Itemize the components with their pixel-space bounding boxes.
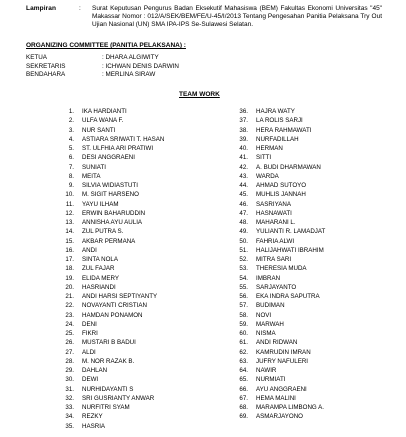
team-member-item [232,329,325,338]
member-number: 3. [68,126,74,134]
team-member-item [58,375,164,384]
member-name: ZUL FAJAR [82,265,115,273]
member-name: NURFITRI SYAM [82,404,130,411]
member-number: 26. [65,339,74,347]
team-member-item [58,246,164,255]
member-number: 34. [65,413,74,421]
member-name: ULFA WANA F. [82,117,124,125]
member-name: IMBRAN [256,274,281,282]
member-name: ANDI [82,246,97,254]
team-member-item [58,264,164,273]
member-name: MITRA SARI [256,256,292,263]
team-member-item [58,153,164,162]
member-number: 25. [65,330,74,337]
member-number: 27. [65,348,74,356]
member-number: 37. [239,117,248,125]
member-number: 63. [239,357,248,365]
member-name: ASMARJAYONO [256,413,303,421]
member-number: 36. [239,108,248,115]
member-name: HEMA MALINI [256,394,296,402]
member-name: THERESIA MUDA [256,265,307,273]
team-member-item [232,163,325,172]
team-member-item [58,163,164,172]
member-number: 10. [65,191,74,199]
member-name: MEITA [82,172,101,180]
member-number: 44. [239,182,248,189]
team-member-item [232,144,325,153]
officer-role: KETUA [26,54,47,61]
member-number: 5. [68,145,74,152]
member-name: KAMRUDIN IMRAN [256,348,311,356]
member-number: 2. [68,117,74,125]
member-number: 42. [239,163,248,171]
team-member-item [58,320,164,329]
team-member-item [58,385,164,394]
team-member-item [58,329,164,338]
team-member-item [58,274,164,283]
lampiran-label: Lampiran [26,5,57,12]
officer-row-sekretaris [26,63,179,71]
team-member-item [58,107,164,116]
member-name: YAYU ILHAM [82,200,119,208]
member-number: 65. [239,376,248,384]
member-name: HALIJAHWATI IBRAHIM [256,246,324,254]
member-name: AKBAR PERMANA [82,237,136,245]
team-member-item [232,301,325,310]
team-member-item [232,403,325,412]
team-member-item [58,301,164,310]
team-member-item [58,292,164,301]
member-number: 24. [65,320,74,328]
member-name: SITTI [256,154,272,162]
member-name: AYU ANGGRAENI [256,385,307,393]
team-member-item [232,209,325,218]
member-name: HAJRA WATY [256,108,295,115]
team-member-item [58,283,164,292]
member-number: 8. [68,172,74,180]
team-member-item [232,190,325,199]
member-name: ANDI HARSI SEPTIYANTY [82,293,158,300]
member-name: YULIANTI R. LAMADJAT [256,228,326,236]
member-name: HASRIANDI [82,283,116,291]
team-member-item [58,135,164,144]
member-number: 28. [65,357,74,365]
officer-role: SEKRETARIS [26,63,66,70]
member-number: 39. [239,135,248,143]
member-number: 23. [65,311,74,319]
member-number: 1. [68,108,74,115]
organizing-committee-title: ORGANIZING COMMITTEE (PANITIA PELAKSANA) : [26,42,186,49]
member-number: 57. [239,302,248,310]
member-name: HERA RAHMAWATI [256,126,312,134]
member-name: NURFADILLAH [256,135,299,143]
member-name: IKA HARDIANTI [82,108,127,115]
team-member-item [58,126,164,135]
member-name: DENI [82,320,97,328]
member-name: FIKRI [82,330,98,337]
member-number: 47. [239,209,248,217]
member-name: EKA INDRA SAPUTRA [256,293,320,300]
team-member-item [232,264,325,273]
team-member-item [232,348,325,357]
team-member-item [58,218,164,227]
member-number: 56. [239,293,248,300]
member-name: SASRIYANA [256,200,291,208]
member-number: 40. [239,145,248,152]
team-member-item [58,116,164,125]
team-member-item [232,283,325,292]
team-member-item [58,237,164,246]
member-name: DESI ANGGRAENI [82,154,135,162]
member-number: 62. [239,348,248,356]
member-name: ANDI RIDWAN [256,339,298,347]
team-member-item [58,227,164,236]
member-number: 69. [239,413,248,421]
team-member-item [58,348,164,357]
team-member-item [232,107,325,116]
member-name: FAHRIA ALWI [256,237,295,245]
team-member-item [232,292,325,301]
member-number: 64. [239,367,248,374]
member-name: SUNIATI [82,163,106,171]
member-number: 4. [68,135,74,143]
team-member-item [58,422,164,431]
member-number: 33. [65,404,74,411]
member-name: HERMAN [256,145,283,152]
member-number: 11. [65,200,74,208]
team-list-left [58,107,164,431]
team-member-item [58,357,164,366]
member-name: WARDA [256,172,279,180]
member-name: M. SIGIT HARSENO [82,191,139,199]
member-number: 60. [239,330,248,337]
team-member-item [232,135,325,144]
member-name: SRI GUSRIANTY ANWAR [82,394,155,402]
member-name: AHMAD SUTOYO [256,182,307,189]
member-name: ALDI [82,348,96,356]
team-member-item [58,338,164,347]
team-member-item [58,209,164,218]
member-number: 14. [65,228,74,236]
member-name: M. NOR RAZAK B. [82,357,135,365]
member-number: 53. [239,265,248,273]
member-name: MARAMPA LIMBONG A. [256,404,324,411]
member-number: 38. [239,126,248,134]
member-number: 51. [239,246,248,254]
team-member-item [58,200,164,209]
member-number: 59. [239,320,248,328]
team-member-item [58,366,164,375]
member-number: 54. [239,274,248,282]
member-name: NISMA [256,330,276,337]
member-name: ASTIARA SRIWATI T. HASAN [82,135,165,143]
member-name: SARJAYANTO [256,283,297,291]
member-number: 61. [239,339,248,347]
lampiran-text: Surat Keputusan Pengurus Badan Eksekutif Mahasiswa (BEM) Fakultas Ekonomi Universitas "45" Makassar Nomor : 012/A/SEK/BEM/FE/U-45/I/2013 Tentang Pengesahan Panitia Pelaksana Try Out Ujian Nasional (UN) SMA IPA-IPS Se-Sulawesi Selatan. [92,5,382,29]
team-member-item [232,274,325,283]
member-name: ERWIN BAHARUDDIN [82,209,146,217]
team-member-item [232,200,325,209]
member-name: ANNISHA AYU AULIA [82,219,143,226]
member-number: 52. [239,256,248,263]
member-name: A. BUDI DHARMAWAN [256,163,321,171]
member-name: JUFRY NAFULERI [256,357,309,365]
team-member-item [232,385,325,394]
team-member-item [58,172,164,181]
member-name: HASRIA [82,422,106,430]
team-list-right [232,107,325,422]
member-number: 43. [239,172,248,180]
team-member-item [58,255,164,264]
team-member-item [232,153,325,162]
team-member-item [232,116,325,125]
member-number: 12. [65,209,74,217]
member-name: MAHARANI L. [256,219,296,226]
member-number: 21. [65,293,74,300]
member-number: 66. [239,385,248,393]
member-number: 15. [65,237,74,245]
team-member-item [232,255,325,264]
member-name: DAHLAN [82,367,108,374]
team-member-item [232,375,325,384]
member-number: 58. [239,311,248,319]
member-name: MARWAH [256,320,284,328]
member-name: NOVI [256,311,272,319]
member-name: NAWIR [256,367,277,374]
team-member-item [232,366,325,375]
lampiran-colon: : [79,5,81,12]
officer-role: BENDAHARA [26,71,66,78]
member-name: REZKY [82,413,103,421]
member-name: BUDIMAN [256,302,285,310]
team-member-item [232,246,325,255]
member-number: 32. [65,394,74,402]
member-name: NOVAYANTI CRISTIAN [82,302,147,310]
member-number: 55. [239,283,248,291]
member-number: 6. [68,154,74,162]
team-member-item [232,237,325,246]
member-number: 20. [65,283,74,291]
member-number: 19. [65,274,74,282]
member-number: 41. [239,154,248,162]
team-member-item [232,227,325,236]
team-member-item [58,144,164,153]
team-member-item [58,181,164,190]
member-name: NUR SANTI [82,126,116,134]
member-name: LA ROLIS SARJI [256,117,303,125]
member-number: 29. [65,367,74,374]
team-member-item [58,190,164,199]
member-name: SILVIA WIDIASTUTI [82,182,138,189]
officer-name: : MERLINA SIRAW [102,71,156,78]
member-name: ST. ULFHIA ARI PRATIWI [82,145,154,152]
officer-row-bendahara [26,71,156,79]
member-number: 17. [65,256,74,263]
member-name: MUHLIS JANNAH [256,191,306,199]
member-number: 46. [239,200,248,208]
member-name: SINTA NOLA [82,256,118,263]
team-member-item [232,394,325,403]
member-name: ELIDA MERY [82,274,120,282]
member-name: HAMDAN PONAMON [82,311,143,319]
member-name: HASNAWATI [256,209,292,217]
member-number: 48. [239,219,248,226]
member-name: ZUL PUTRA S. [82,228,124,236]
member-number: 45. [239,191,248,199]
team-member-item [232,338,325,347]
officer-name: : DHARA ALGIWITY [102,54,159,61]
team-member-item [232,320,325,329]
officer-name: : ICHWAN DENIS DARWIN [102,63,179,70]
team-work-title: TEAM WORK [179,91,220,98]
member-number: 35. [65,422,74,430]
member-number: 22. [65,302,74,310]
team-member-item [232,357,325,366]
member-number: 68. [239,404,248,411]
member-number: 16. [65,246,74,254]
team-member-item [58,412,164,421]
member-number: 30. [65,376,74,384]
member-number: 9. [68,182,74,189]
team-member-item [232,412,325,421]
member-number: 7. [68,163,74,171]
member-number: 50. [239,237,248,245]
member-name: NURMIATI [256,376,286,384]
team-member-item [232,218,325,227]
member-name: DEWI [82,376,99,384]
officer-row-ketua [26,54,159,62]
member-number: 49. [239,228,248,236]
member-number: 18. [65,265,74,273]
team-member-item [232,311,325,320]
team-member-item [58,394,164,403]
team-member-item [58,311,164,320]
member-name: MUSTARI B BADUI [82,339,136,347]
member-number: 31. [65,385,74,393]
member-name: NURHIDAYANTI S [82,385,134,393]
member-number: 13. [65,219,74,226]
member-number: 67. [239,394,248,402]
team-member-item [232,126,325,135]
team-member-item [232,181,325,190]
team-member-item [58,403,164,412]
team-member-item [232,172,325,181]
